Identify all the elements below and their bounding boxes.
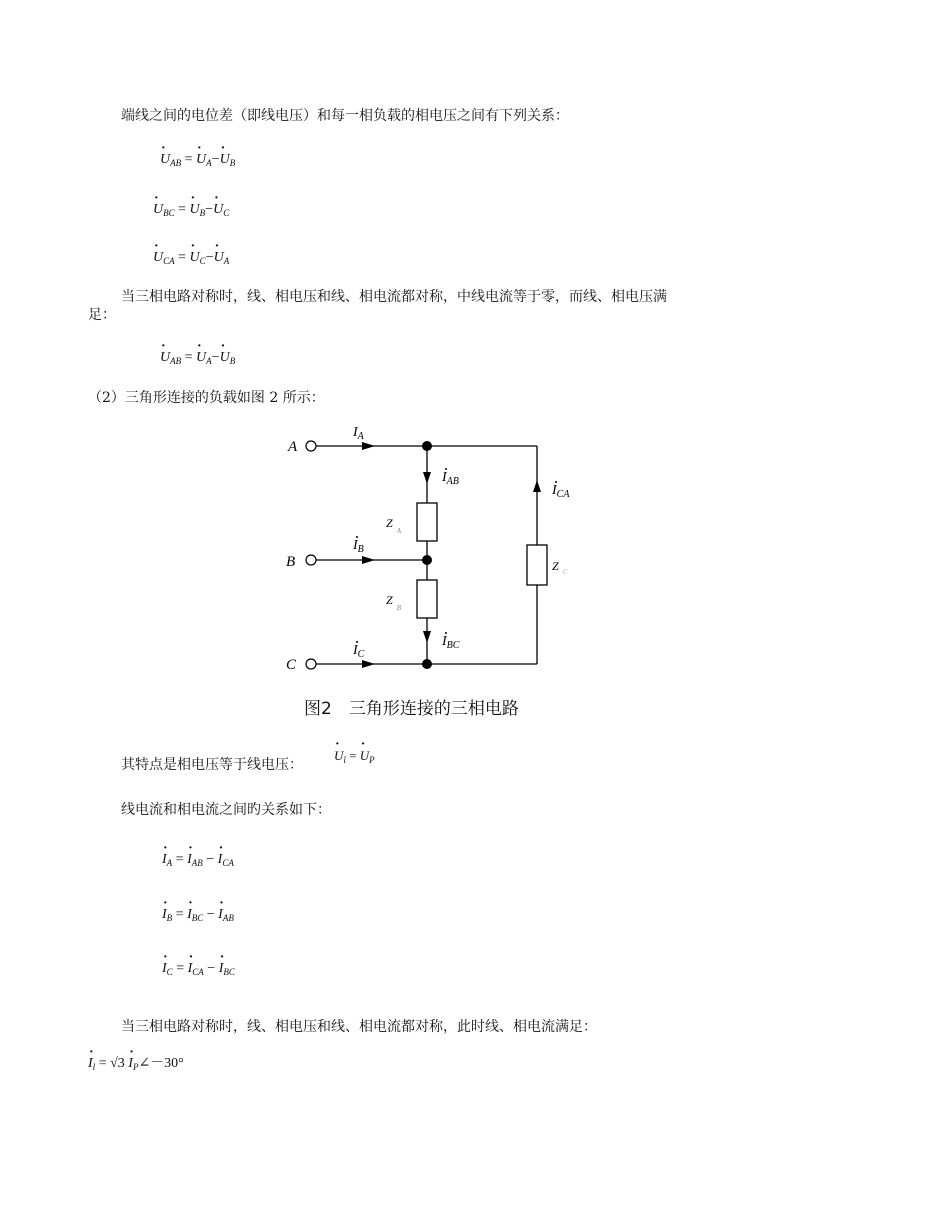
terminal-c [306,659,316,669]
equation-ubc: · $U_{BC}$ = · $U_B-\cdot U_C$ [153,202,229,218]
node-label-b: B [286,554,296,570]
delta-feature-text: 其特点是相电压等于线电压： [121,757,303,773]
figure-caption: 图2 三角形连接的三相电路 [304,699,519,719]
equation-uab: · $U_{AB}$ = · $U_A-\cdot U_B$ [160,152,235,168]
svg-text:IB: $I_B$ [353,538,364,555]
equation-ib: · $I_B$ = · $I_{BC}$ − · $I_{AB}$ [162,907,234,923]
terminal-a [306,441,316,451]
svg-text:IC: $I_C$ [353,643,365,660]
symmetric-star-text: 当三相电路对称时，线、相电压和线、相电流都对称，中线电流等于零，而线、相电压满 [121,289,667,305]
equation-il-ip: · $I_l = √3$ · $I_P\angle-30^\circ$ [88,1052,184,1072]
delta-current-intro: 线电流和相电流之间旳关系如下： [121,802,331,818]
intro-text: 端线之间的电位差（即线电压）和每一相负载的相电压之间有下列关系： [121,108,569,124]
svg-text:ICA: $I_{CA}$ [552,483,570,500]
equation-ul-up: · $U_l$ = · $U_P$ [334,748,375,765]
svg-text:ZA: $Z_A$ [386,516,401,535]
equation-ic: · $I_C$ = · $I_{CA}$ − · $I_{BC}$ [162,961,235,977]
equation-symmetric-uab: · $U_{AB}$ = · $U_A-\cdot U_B$ [160,350,235,366]
svg-text:IAB: $I_{AB}$ [442,470,459,487]
delta-circuit-diagram [270,425,610,685]
svg-text:IBC: $I_{BC}$ [442,634,460,651]
equation-ia: · $I_A$ = · $I_{AB}$ − · $I_{CA}$ [162,852,234,868]
svg-text:IA: $I_A$ [353,425,364,442]
node-label-a: A [288,439,298,455]
svg-text:ZB: $Z_B$ [386,593,401,612]
symmetric-delta-text: 当三相电路对称时，线、相电压和线、相电流都对称，此时线、相电流满足： [121,1019,597,1035]
terminal-b [306,555,316,565]
equation-uca: · $U_{CA}$ = · $U_C-\cdot U_A$ [153,250,229,266]
symmetric-star-text-cont: 足： [88,307,116,323]
svg-text:ZC: Z $_C$ [552,559,568,576]
delta-intro: （2）三角形连接的负载如图 2 所示： [88,390,325,406]
node-label-c: C [286,657,297,673]
